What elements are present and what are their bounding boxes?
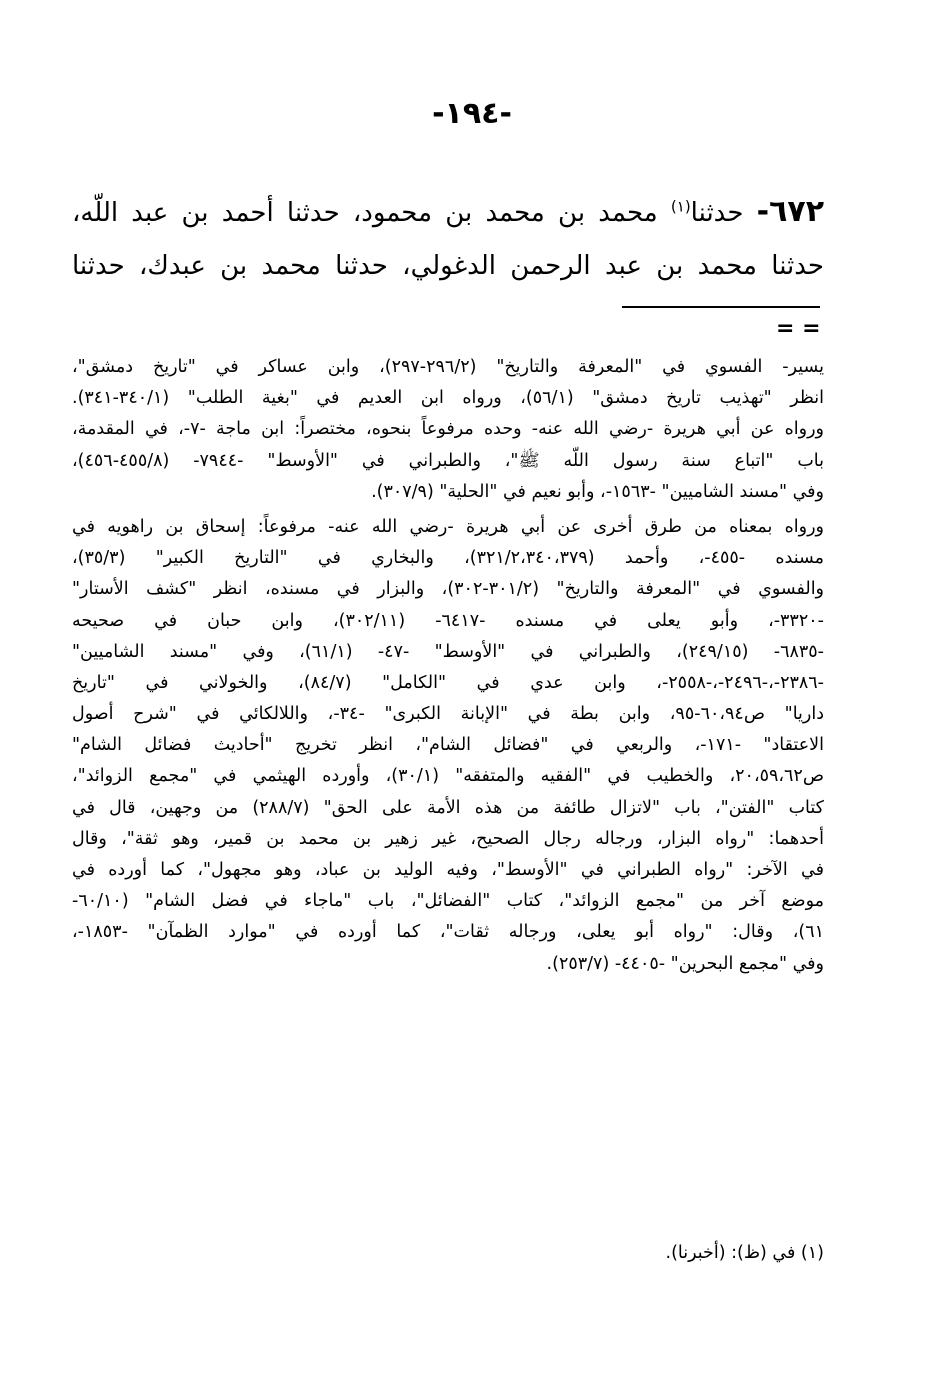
- note-line: في الآخر: "رواه الطبراني في "الأوسط"، وفيه الوليد بن عباد، وهو مجهول"، كما أورده في: [72, 860, 824, 880]
- notes-paragraph-1: [72, 352, 824, 508]
- note-line: باب "اتباع سنة رسول اللّه ﷺ"، والطبراني في "الأوسط" -٧٩٤٤- (٤٥٥/٨-٤٥٦)،: [72, 450, 824, 471]
- hadith-line-1-start: حدثنا: [690, 198, 744, 228]
- note-line: وفي "مجمع البحرين" -٤٤٠٥- (٢٥٣/٧).: [546, 953, 824, 974]
- note-line: وفي "مسند الشاميين" -١٥٦٣-، وأبو نعيم في "الحلية" (٣٠٧/٩).: [371, 481, 824, 502]
- note-line: ورواه بمعناه من طرق أخرى عن أبي هريرة -رضي الله عنه- مرفوعاً: إسحاق بن راهويه في: [72, 516, 824, 537]
- hadith-line-1: [72, 185, 824, 240]
- hadith-text: [72, 185, 824, 293]
- note-line: داريا" ص٦٠،٩٤-٩٥، وابن بطة في "الإبانة الكبرى" -٣٤-، واللالكائي في "شرح أصول: [72, 704, 824, 725]
- note-line: كتاب "الفتن"، باب "لاتزال طائفة من هذه الأمة على الحق" (٢٨٨/٧) من وجهين، قال في: [72, 797, 824, 818]
- note-line: -٦٨٣٥- (٢٤٩/١٥)، والطبراني في "الأوسط" -٤٧- (٦١/١)، وفي "مسند الشاميين": [72, 641, 824, 662]
- note-line: ورواه عن أبي هريرة -رضي الله عنه- وحده مرفوعاً بنحوه، مختصراً: ابن ماجة -٧-، في المقدمة،: [72, 419, 824, 440]
- hadith-number: ٦٧٢-: [756, 194, 825, 229]
- note-line: يسير- الفسوي في "المعرفة والتاريخ" (٢٩٦/٢-٢٩٧)، وابن عساكر في "تاريخ دمشق"،: [72, 357, 824, 377]
- hadith-line-2: حدثنا محمد بن عبد الرحمن الدغولي، حدثنا محمد بن عبدك، حدثنا: [72, 251, 824, 281]
- note-line: والفسوي في "المعرفة والتاريخ" (٣٠١/٢-٣٠٢)، والبزار في مسنده، انظر "كشف الأستار": [72, 579, 824, 600]
- note-line: ص٢٠،٥٩،٦٢، والخطيب في "الفقيه والمتفقه" (٣٠/١)، وأورده الهيثمي في "مجمع الزوائد"،: [72, 766, 824, 787]
- note-line: مسنده -٤٥٥-، وأحمد (٣٢١/٢،٣٤٠،٣٧٩)، والبخاري في "التاريخ الكبير" (٣٥/٣)،: [72, 548, 824, 569]
- page-number: -١٩٤-: [432, 96, 512, 131]
- footnote: (١) في (ظ): (أخبرنا).: [665, 1243, 824, 1263]
- continuation-marker: = =: [776, 316, 821, 341]
- footnote-marker: (١): [670, 197, 691, 216]
- hadith-line-1-rest: محمد بن محمد بن محمود، حدثنا أحمد بن عبد اللّه،: [72, 198, 658, 228]
- note-line: ٦١)، وقال: "رواه أبو يعلى، ورجاله ثقات"، كما أورده في "موارد الظمآن" -١٨٥٣-،: [72, 922, 824, 943]
- note-line: انظر "تهذيب تاريخ دمشق" (٥٦/١)، ورواه ابن العديم في "بغية الطلب" (٣٤٠/١-٣٤١).: [72, 388, 824, 409]
- note-line: -٢٣٨٦-،-٢٤٩٦-،-٢٥٥٨-، وابن عدي في "الكامل" (٨٤/٧)، والخولاني في "تاريخ: [72, 672, 824, 693]
- note-line: أحدهما: "رواه البزار، ورجاله رجال الصحيح، غير زهير بن محمد بن قمير، وهو ثقة"، وقال: [72, 828, 824, 849]
- notes-paragraph-2: [72, 512, 824, 980]
- note-line: -٣٣٢٠-، وأبو يعلى في مسنده -٦٤١٧- (٣٠٢/١١)، وابن حبان في صحيحه: [72, 610, 824, 631]
- note-line: موضع آخر من "مجمع الزوائد"، كتاب "الفضائل"، باب "ماجاء في فضل الشام" (٦٠/١٠-: [72, 891, 824, 912]
- notes-section: [72, 352, 824, 980]
- footnote-separator: [622, 306, 820, 308]
- note-line: الاعتقاد" -١٧١-، والربعي في "فضائل الشام"، انظر تخريج "أحاديث فضائل الشام": [72, 735, 824, 756]
